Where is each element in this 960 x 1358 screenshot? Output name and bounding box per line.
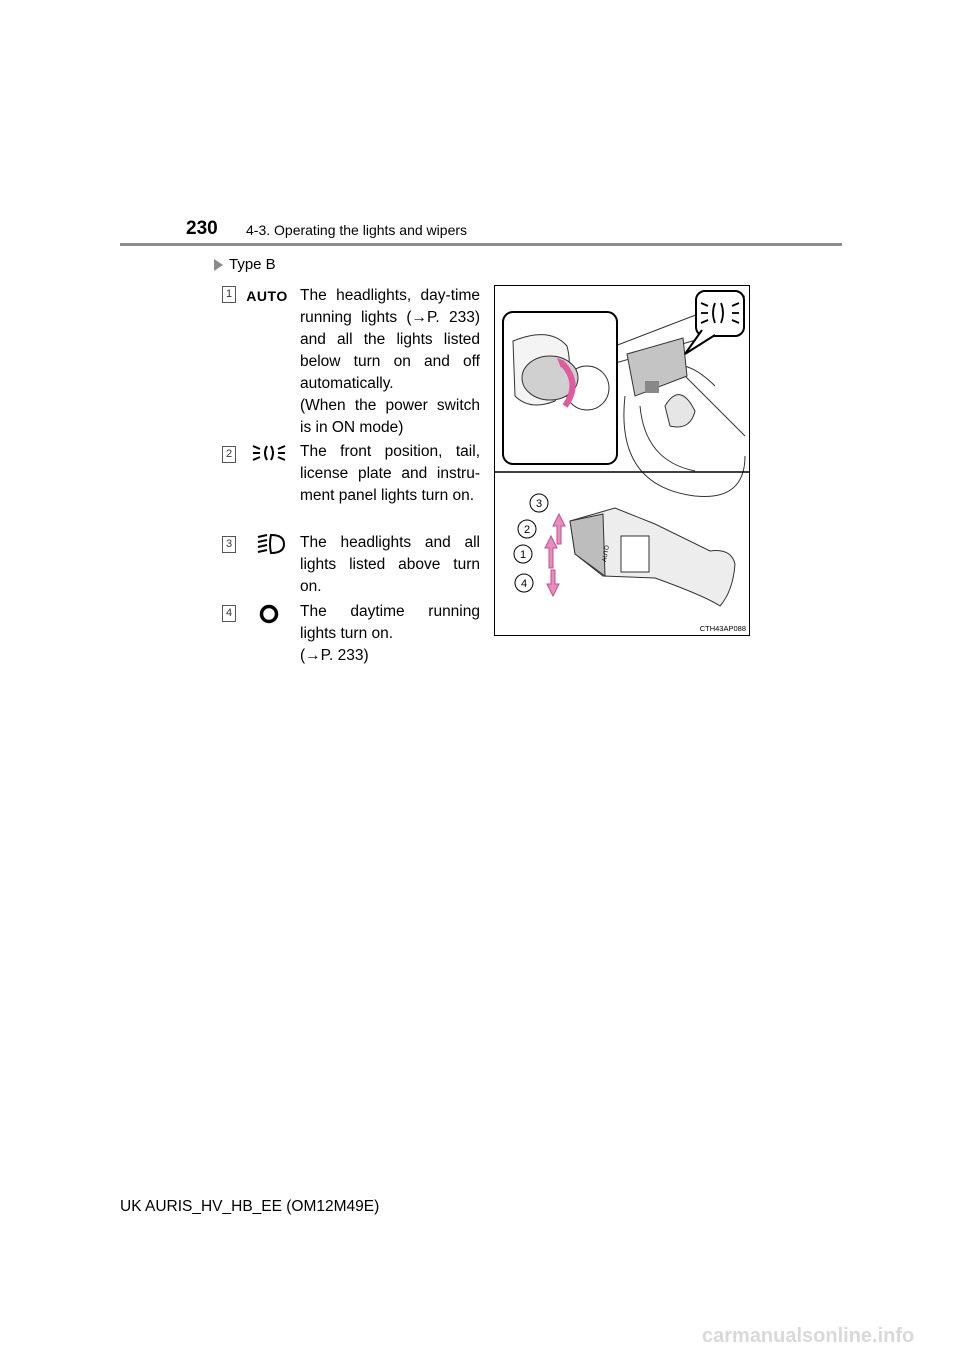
header-rule [120, 243, 842, 246]
position-light-icon [250, 441, 288, 465]
item-number-2: 2 [222, 446, 236, 463]
item-4-note: (→P. 233) [300, 647, 369, 664]
triangle-bullet-icon [214, 259, 223, 271]
item-2-text: The front position, tail, license plate and instru-ment panel lights turn on. [300, 443, 480, 504]
auto-text-icon [248, 284, 286, 308]
figure-code: CTH43AP088 [699, 624, 746, 633]
lever-auto-label: AUTO [602, 544, 611, 563]
item-3-text: The headlights and all lights listed above turn on. [300, 534, 480, 595]
footer-model-code: UK AURIS_HV_HB_EE (OM12M49E) [120, 1198, 380, 1215]
page-number: 230 [186, 218, 218, 239]
type-label-text: Type B [229, 256, 276, 273]
daytime-running-light-icon [250, 602, 288, 626]
item-4-text: The daytime running lights turn on. [300, 603, 480, 642]
callout-3: 3 [535, 498, 543, 510]
item-number-3: 3 [222, 536, 236, 553]
callout-1: 1 [519, 549, 527, 561]
item-1-note: (When the power switch is in ON mode) [300, 397, 480, 436]
callout-2: 2 [523, 524, 531, 536]
light-switch-figure [494, 285, 750, 636]
item-number-4: 4 [222, 605, 236, 622]
auto-icon-text: AUTO [246, 288, 288, 304]
watermark: carmanualsonline.info [702, 1325, 915, 1347]
section-title: 4-3. Operating the lights and wipers [246, 222, 468, 238]
item-1-text: The headlights, day-time running lights (→P. 233) and all the lights listed below turn on and off automatically. [300, 287, 480, 392]
type-label [214, 256, 276, 273]
headlight-icon [252, 532, 290, 556]
item-number-1: 1 [222, 286, 236, 303]
callout-4: 4 [520, 578, 528, 590]
